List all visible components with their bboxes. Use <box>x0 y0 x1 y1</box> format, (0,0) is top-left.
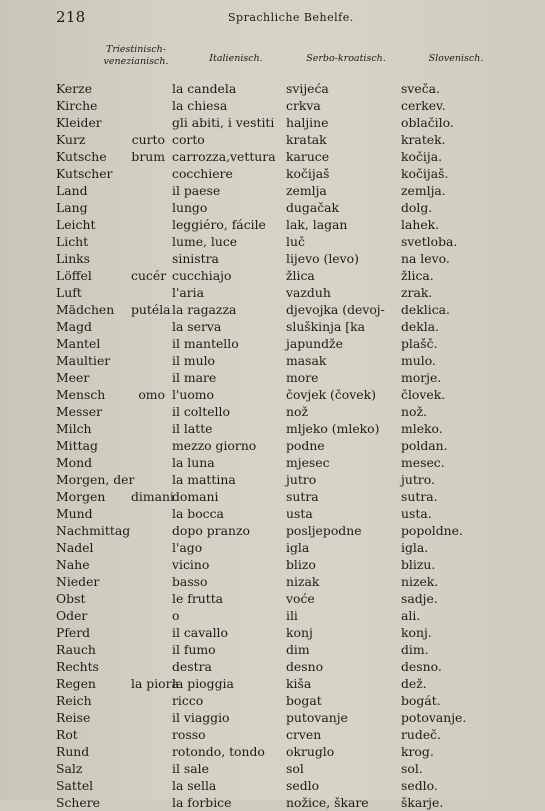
vocabulary-row <box>56 777 496 794</box>
slovenian-word: popoldne. <box>401 523 463 538</box>
italian-word: la pioggia <box>172 676 234 691</box>
slovenian-word: dim. <box>401 642 429 657</box>
vocabulary-row <box>56 131 496 148</box>
serbo-croatian-word: masak <box>286 353 327 368</box>
serbo-croatian-word: haljine <box>286 115 329 130</box>
vocabulary-row <box>56 488 496 505</box>
slovenian-word: oblačilo. <box>401 115 454 130</box>
vocabulary-row <box>56 284 496 301</box>
german-word: Nahe <box>56 557 90 572</box>
italian-word: l'ago <box>172 540 203 555</box>
serbo-croatian-word: kiša <box>286 676 312 691</box>
vocabulary-row <box>56 573 496 590</box>
italian-word: il cavallo <box>172 625 228 640</box>
italian-word: il mare <box>172 370 217 385</box>
vocabulary-row <box>56 386 496 403</box>
italian-word: il viaggio <box>172 710 230 725</box>
german-word: Kerze <box>56 81 93 96</box>
slovenian-word: bogát. <box>401 693 441 708</box>
italian-word: la sella <box>172 778 217 793</box>
slovenian-word: sol. <box>401 761 423 776</box>
german-word: Sattel <box>56 778 94 793</box>
german-word: Morgen <box>56 489 106 504</box>
italian-word: la bocca <box>172 506 224 521</box>
slovenian-word: poldan. <box>401 438 448 453</box>
serbo-croatian-word: lak, lagan <box>286 217 348 232</box>
german-word: Mensch <box>56 387 106 402</box>
german-word: Magd <box>56 319 92 334</box>
german-word: Pferd <box>56 625 91 640</box>
german-word: Links <box>56 251 91 266</box>
serbo-croatian-word: žlica <box>286 268 315 283</box>
german-word: Mantel <box>56 336 101 351</box>
serbo-croatian-word: čovjek (čovek) <box>286 387 376 402</box>
venetian-word: omo <box>138 387 165 402</box>
serbo-croatian-word: putovanje <box>286 710 348 725</box>
italian-word: la candela <box>172 81 237 96</box>
slovenian-word: mesec. <box>401 455 445 470</box>
italian-word: le frutta <box>172 591 224 606</box>
german-word: Luft <box>56 285 82 300</box>
italian-word: il sale <box>172 761 209 776</box>
serbo-croatian-word: nož <box>286 404 308 419</box>
slovenian-word: rudeč. <box>401 727 442 742</box>
serbo-croatian-word: desno <box>286 659 324 674</box>
serbo-croatian-word: kočijaš <box>286 166 330 181</box>
slovenian-word: potovanje. <box>401 710 467 725</box>
german-word: Löffel <box>56 268 92 283</box>
slovenian-word: človek. <box>401 387 446 402</box>
slovenian-word: desno. <box>401 659 442 674</box>
vocabulary-row <box>56 760 496 777</box>
slovenian-word: blizu. <box>401 557 436 572</box>
vocabulary-row <box>56 165 496 182</box>
vocabulary-row <box>56 335 496 352</box>
german-word: Licht <box>56 234 89 249</box>
slovenian-word: sadje. <box>401 591 438 606</box>
italian-word: cocchiere <box>172 166 233 181</box>
slovenian-word: kočijaš. <box>401 166 449 181</box>
column-header-slovenian: Slovenisch. <box>428 53 484 64</box>
slovenian-word: ali. <box>401 608 421 623</box>
serbo-croatian-word: nizak <box>286 574 320 589</box>
german-word: Rot <box>56 727 78 742</box>
italian-word: la forbice <box>172 795 232 810</box>
slovenian-word: škarje. <box>401 795 444 810</box>
german-word: Mittag <box>56 438 98 453</box>
vocabulary-row <box>56 420 496 437</box>
serbo-croatian-word: djevojka (devoj- <box>286 302 385 317</box>
italian-word: gli abiti, i vestiti <box>172 115 275 130</box>
vocabulary-row <box>56 233 496 250</box>
vocabulary-row <box>56 97 496 114</box>
italian-word: il fumo <box>172 642 216 657</box>
serbo-croatian-word: crkva <box>286 98 321 113</box>
german-word: Nieder <box>56 574 100 589</box>
serbo-croatian-word: vazduh <box>286 285 331 300</box>
italian-word: la mattina <box>172 472 236 487</box>
vocabulary-row <box>56 148 496 165</box>
slovenian-word: deklica. <box>401 302 450 317</box>
serbo-croatian-word: kratak <box>286 132 327 147</box>
serbo-croatian-word: sluškinja [ka <box>286 319 366 334</box>
slovenian-word: morje. <box>401 370 442 385</box>
slovenian-word: igla. <box>401 540 429 555</box>
slovenian-word: svetloba. <box>401 234 458 249</box>
serbo-croatian-word: karuce <box>286 149 330 164</box>
italian-word: rosso <box>172 727 206 742</box>
slovenian-word: zrak. <box>401 285 433 300</box>
german-word: Leicht <box>56 217 96 232</box>
german-word: Kutsche <box>56 149 107 164</box>
german-word: Kurz <box>56 132 86 147</box>
german-word: Reise <box>56 710 91 725</box>
slovenian-word: krog. <box>401 744 434 759</box>
serbo-croatian-word: crven <box>286 727 322 742</box>
italian-word: carrozza,vettura <box>172 149 276 164</box>
serbo-croatian-word: nožice, škare <box>286 795 369 810</box>
german-word: Kleider <box>56 115 102 130</box>
italian-word: rotondo, tondo <box>172 744 265 759</box>
page-header <box>56 8 492 28</box>
italian-word: la chiesa <box>172 98 228 113</box>
vocabulary-row <box>56 556 496 573</box>
vocabulary-row <box>56 658 496 675</box>
serbo-croatian-word: bogat <box>286 693 322 708</box>
slovenian-word: na levo. <box>401 251 450 266</box>
serbo-croatian-word: japundže <box>286 336 343 351</box>
german-word: Kutscher <box>56 166 113 181</box>
vocabulary-row <box>56 641 496 658</box>
slovenian-word: dolg. <box>401 200 433 215</box>
german-word: Land <box>56 183 88 198</box>
slovenian-word: dež. <box>401 676 427 691</box>
serbo-croatian-word: mjesec <box>286 455 330 470</box>
italian-word: lungo <box>172 200 208 215</box>
serbo-croatian-word: jutro <box>286 472 317 487</box>
slovenian-word: konj. <box>401 625 432 640</box>
slovenian-word: sveča. <box>401 81 440 96</box>
vocabulary-row <box>56 539 496 556</box>
slovenian-word: dekla. <box>401 319 440 334</box>
vocabulary-row <box>56 369 496 386</box>
italian-word: o <box>172 608 180 623</box>
serbo-croatian-word: okruglo <box>286 744 335 759</box>
italian-word: il paese <box>172 183 221 198</box>
german-word: Milch <box>56 421 92 436</box>
german-word: Salz <box>56 761 83 776</box>
serbo-croatian-word: more <box>286 370 319 385</box>
serbo-croatian-word: lijevo (levo) <box>286 251 359 266</box>
vocabulary-row <box>56 607 496 624</box>
german-word: Nachmittag <box>56 523 131 538</box>
serbo-croatian-word: igla <box>286 540 310 555</box>
vocabulary-row <box>56 454 496 471</box>
vocabulary-row <box>56 471 496 488</box>
german-word: Rauch <box>56 642 96 657</box>
running-head: Sprachliche Behelfe. <box>228 11 354 24</box>
vocabulary-row <box>56 505 496 522</box>
german-word: Schere <box>56 795 100 810</box>
german-word: Messer <box>56 404 102 419</box>
vocabulary-row <box>56 352 496 369</box>
vocabulary-row <box>56 250 496 267</box>
italian-word: il mantello <box>172 336 239 351</box>
german-word: Morgen, der <box>56 472 135 487</box>
vocabulary-row <box>56 403 496 420</box>
serbo-croatian-word: sedlo <box>286 778 320 793</box>
serbo-croatian-word: ili <box>286 608 298 623</box>
serbo-croatian-word: luč <box>286 234 305 249</box>
italian-word: la ragazza <box>172 302 237 317</box>
serbo-croatian-word: dugačak <box>286 200 340 215</box>
italian-word: la luna <box>172 455 215 470</box>
italian-word: sinistra <box>172 251 219 266</box>
column-header-venetian: Triestinisch- venezianisch. <box>103 44 169 67</box>
italian-word: la serva <box>172 319 222 334</box>
column-header-italian: Italienisch. <box>209 53 263 64</box>
slovenian-word: jutro. <box>401 472 435 487</box>
german-word: Maultier <box>56 353 111 368</box>
page-number: 218 <box>56 8 86 26</box>
vocabulary-row <box>56 267 496 284</box>
slovenian-word: nizek. <box>401 574 439 589</box>
german-word: Rund <box>56 744 90 759</box>
serbo-croatian-word: podne <box>286 438 325 453</box>
italian-word: mezzo giorno <box>172 438 257 453</box>
venetian-word: brum <box>131 149 165 164</box>
vocabulary-row <box>56 114 496 131</box>
serbo-croatian-word: mljeko (mleko) <box>286 421 380 436</box>
vocabulary-row <box>56 199 496 216</box>
slovenian-word: sutra. <box>401 489 438 504</box>
italian-word: basso <box>172 574 208 589</box>
serbo-croatian-word: posljepodne <box>286 523 362 538</box>
italian-word: cucchiajo <box>172 268 232 283</box>
slovenian-word: mulo. <box>401 353 436 368</box>
italian-word: l'aria <box>172 285 205 300</box>
italian-word: vicino <box>172 557 210 572</box>
serbo-croatian-word: zemlja <box>286 183 327 198</box>
venetian-word: putéla <box>131 302 171 317</box>
german-word: Nadel <box>56 540 94 555</box>
german-word: Mond <box>56 455 93 470</box>
german-word: Mädchen <box>56 302 115 317</box>
german-word: Oder <box>56 608 88 623</box>
italian-word: lume, luce <box>172 234 238 249</box>
serbo-croatian-word: sol <box>286 761 304 776</box>
italian-word: il coltello <box>172 404 230 419</box>
vocabulary-row <box>56 182 496 199</box>
italian-word: destra <box>172 659 212 674</box>
vocabulary-row <box>56 301 496 318</box>
venetian-word: la piora <box>131 676 179 691</box>
vocabulary-row <box>56 318 496 335</box>
italian-word: l'uomo <box>172 387 215 402</box>
slovenian-word: cerkev. <box>401 98 446 113</box>
italian-word: il mulo <box>172 353 216 368</box>
serbo-croatian-word: svijeća <box>286 81 329 96</box>
slovenian-word: sedlo. <box>401 778 438 793</box>
column-headers <box>56 44 492 76</box>
serbo-croatian-word: dim <box>286 642 310 657</box>
vocabulary-list <box>56 80 496 811</box>
slovenian-word: nož. <box>401 404 427 419</box>
venetian-word: cucér <box>131 268 167 283</box>
german-word: Lang <box>56 200 88 215</box>
italian-word: leggiéro, fácile <box>172 217 266 232</box>
german-word: Meer <box>56 370 90 385</box>
serbo-croatian-word: blizo <box>286 557 316 572</box>
italian-word: corto <box>172 132 205 147</box>
german-word: Obst <box>56 591 86 606</box>
vocabulary-row <box>56 675 496 692</box>
serbo-croatian-word: konj <box>286 625 313 640</box>
vocabulary-row <box>56 709 496 726</box>
vocabulary-row <box>56 692 496 709</box>
venetian-word: dimani <box>131 489 174 504</box>
slovenian-word: plašč. <box>401 336 438 351</box>
slovenian-word: kratek. <box>401 132 446 147</box>
vocabulary-row <box>56 726 496 743</box>
slovenian-word: lahek. <box>401 217 440 232</box>
slovenian-word: zemlja. <box>401 183 446 198</box>
serbo-croatian-word: usta <box>286 506 313 521</box>
slovenian-word: mleko. <box>401 421 443 436</box>
vocabulary-row <box>56 624 496 641</box>
german-word: Rechts <box>56 659 99 674</box>
venetian-word: curto <box>131 132 165 147</box>
slovenian-word: usta. <box>401 506 432 521</box>
vocabulary-row <box>56 522 496 539</box>
german-word: Reich <box>56 693 92 708</box>
italian-word: domani <box>172 489 219 504</box>
italian-word: dopo pranzo <box>172 523 250 538</box>
german-word: Kirche <box>56 98 98 113</box>
vocabulary-row <box>56 743 496 760</box>
vocabulary-row <box>56 437 496 454</box>
slovenian-word: kočija. <box>401 149 443 164</box>
serbo-croatian-word: sutra <box>286 489 319 504</box>
italian-word: ricco <box>172 693 204 708</box>
slovenian-word: žlica. <box>401 268 434 283</box>
vocabulary-row <box>56 216 496 233</box>
german-word: Mund <box>56 506 93 521</box>
german-word: Regen <box>56 676 96 691</box>
vocabulary-row <box>56 80 496 97</box>
column-header-serbo-croatian: Serbo-kroatisch. <box>306 53 386 64</box>
italian-word: il latte <box>172 421 213 436</box>
serbo-croatian-word: voće <box>286 591 315 606</box>
vocabulary-row <box>56 590 496 607</box>
vocabulary-row <box>56 794 496 811</box>
